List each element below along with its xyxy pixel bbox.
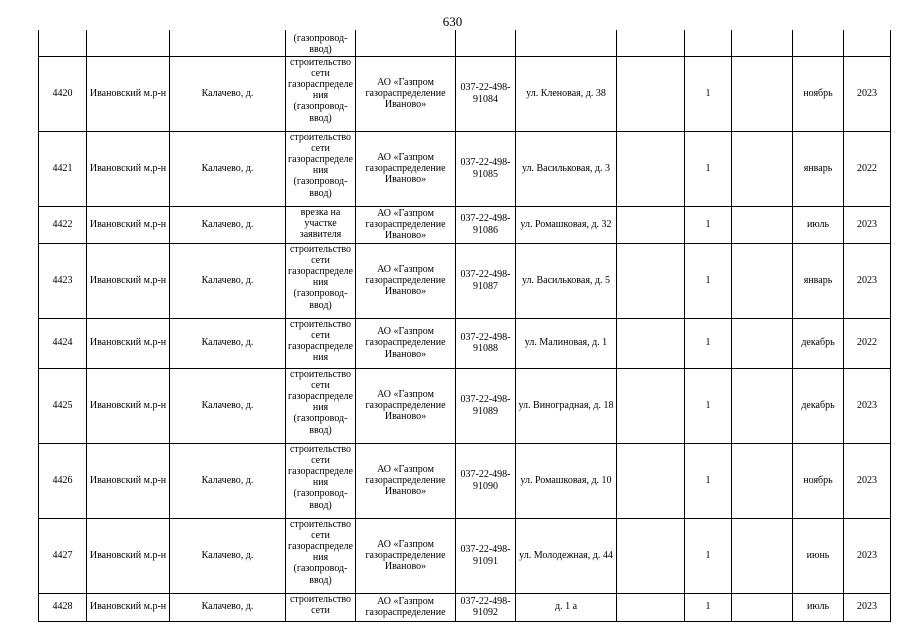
empty-cell — [617, 56, 685, 131]
org-cell: АО «Газпром газораспределение Иваново» — [356, 518, 456, 593]
num-cell: 4424 — [39, 318, 87, 368]
data-table — [38, 30, 891, 622]
year-cell: 2023 — [844, 56, 891, 131]
empty-cell — [732, 30, 793, 56]
district-cell: Ивановский м.р-н — [87, 318, 170, 368]
code-cell: 037-22-498-91090 — [456, 443, 516, 518]
year-cell: 2023 — [844, 243, 891, 318]
qty-cell: 1 — [685, 56, 732, 131]
empty-cell — [617, 443, 685, 518]
year-cell: 2023 — [844, 443, 891, 518]
address-cell — [516, 30, 617, 56]
settlement-cell: Калачево, д. — [170, 593, 286, 621]
month-cell: январь — [793, 243, 844, 318]
address-cell: ул. Ромашковая, д. 10 — [516, 443, 617, 518]
month-cell: январь — [793, 131, 844, 206]
month-cell: декабрь — [793, 368, 844, 443]
district-cell: Ивановский м.р-н — [87, 518, 170, 593]
page-number: 630 — [442, 14, 463, 29]
work-cell: врезка на участке заявителя — [286, 206, 356, 243]
num-cell: 4421 — [39, 131, 87, 206]
empty-cell — [617, 518, 685, 593]
code-cell: 037-22-498-91086 — [456, 206, 516, 243]
org-cell — [356, 30, 456, 56]
qty-cell: 1 — [685, 131, 732, 206]
district-cell — [87, 30, 170, 56]
num-cell: 4428 — [39, 593, 87, 621]
qty-cell: 1 — [685, 318, 732, 368]
code-cell: 037-22-498-91088 — [456, 318, 516, 368]
code-cell: 037-22-498-91087 — [456, 243, 516, 318]
table-row — [39, 368, 891, 443]
district-cell: Ивановский м.р-н — [87, 243, 170, 318]
num-cell: 4427 — [39, 518, 87, 593]
district-cell: Ивановский м.р-н — [87, 56, 170, 131]
org-cell: АО «Газпром газораспределение Иваново» — [356, 318, 456, 368]
num-cell: 4420 — [39, 56, 87, 131]
qty-cell — [685, 30, 732, 56]
empty-cell — [732, 318, 793, 368]
month-cell — [793, 30, 844, 56]
org-cell: АО «Газпром газораспределение Иваново» — [356, 368, 456, 443]
table-row — [39, 56, 891, 131]
month-cell: ноябрь — [793, 443, 844, 518]
address-cell: ул. Васильковая, д. 3 — [516, 131, 617, 206]
year-cell: 2022 — [844, 131, 891, 206]
month-cell: июнь — [793, 518, 844, 593]
qty-cell: 1 — [685, 243, 732, 318]
org-cell: АО «Газпром газораспределение Иваново» — [356, 443, 456, 518]
org-cell: АО «Газпром газораспределение Иваново» — [356, 206, 456, 243]
num-cell: 4426 — [39, 443, 87, 518]
year-cell: 2023 — [844, 368, 891, 443]
table-row — [39, 593, 891, 621]
empty-cell — [732, 518, 793, 593]
year-cell — [844, 30, 891, 56]
org-cell: АО «Газпром газораспределение — [356, 593, 456, 621]
year-cell: 2023 — [844, 593, 891, 621]
work-cell: строительство сети газораспределения (газопровод-ввод) — [286, 56, 356, 131]
address-cell: ул. Ромашковая, д. 32 — [516, 206, 617, 243]
empty-cell — [617, 131, 685, 206]
table-row — [39, 443, 891, 518]
year-cell: 2023 — [844, 518, 891, 593]
table-row — [39, 243, 891, 318]
address-cell: д. 1 а — [516, 593, 617, 621]
settlement-cell — [170, 30, 286, 56]
empty-cell — [732, 593, 793, 621]
empty-cell — [617, 593, 685, 621]
qty-cell: 1 — [685, 518, 732, 593]
work-cell: строительство сети газораспределения (газопровод-ввод) — [286, 368, 356, 443]
code-cell: 037-22-498-91085 — [456, 131, 516, 206]
empty-cell — [732, 131, 793, 206]
settlement-cell: Калачево, д. — [170, 206, 286, 243]
settlement-cell: Калачево, д. — [170, 443, 286, 518]
empty-cell — [617, 206, 685, 243]
empty-cell — [617, 318, 685, 368]
district-cell: Ивановский м.р-н — [87, 368, 170, 443]
table-row — [39, 518, 891, 593]
month-cell: июль — [793, 593, 844, 621]
settlement-cell: Калачево, д. — [170, 318, 286, 368]
work-cell: строительство сети газораспределения (газопровод-ввод) — [286, 131, 356, 206]
work-cell: строительство сети газораспределения (газопровод-ввод) — [286, 243, 356, 318]
code-cell: 037-22-498-91089 — [456, 368, 516, 443]
qty-cell: 1 — [685, 443, 732, 518]
settlement-cell: Калачево, д. — [170, 243, 286, 318]
settlement-cell: Калачево, д. — [170, 56, 286, 131]
qty-cell: 1 — [685, 368, 732, 443]
org-cell: АО «Газпром газораспределение Иваново» — [356, 131, 456, 206]
work-cell: строительство сети — [286, 593, 356, 621]
code-cell — [456, 30, 516, 56]
district-cell: Ивановский м.р-н — [87, 131, 170, 206]
empty-cell — [732, 368, 793, 443]
code-cell: 037-22-498-91092 — [456, 593, 516, 621]
table-row — [39, 131, 891, 206]
address-cell: ул. Кленовая, д. 38 — [516, 56, 617, 131]
qty-cell: 1 — [685, 206, 732, 243]
district-cell: Ивановский м.р-н — [87, 443, 170, 518]
year-cell: 2022 — [844, 318, 891, 368]
district-cell: Ивановский м.р-н — [87, 206, 170, 243]
num-cell: 4425 — [39, 368, 87, 443]
work-cell: строительство сети газораспределения (газопровод-ввод) — [286, 518, 356, 593]
month-cell: ноябрь — [793, 56, 844, 131]
code-cell: 037-22-498-91091 — [456, 518, 516, 593]
work-cell: (газопровод-ввод) — [286, 30, 356, 56]
empty-cell — [732, 443, 793, 518]
empty-cell — [732, 206, 793, 243]
empty-cell — [617, 30, 685, 56]
qty-cell: 1 — [685, 593, 732, 621]
table-row — [39, 318, 891, 368]
org-cell: АО «Газпром газораспределение Иваново» — [356, 243, 456, 318]
month-cell: июль — [793, 206, 844, 243]
settlement-cell: Калачево, д. — [170, 368, 286, 443]
work-cell: строительство сети газораспределения — [286, 318, 356, 368]
address-cell: ул. Виноградная, д. 18 — [516, 368, 617, 443]
org-cell: АО «Газпром газораспределение Иваново» — [356, 56, 456, 131]
empty-cell — [732, 56, 793, 131]
num-cell — [39, 30, 87, 56]
table-row — [39, 206, 891, 243]
code-cell: 037-22-498-91084 — [456, 56, 516, 131]
settlement-cell: Калачево, д. — [170, 131, 286, 206]
empty-cell — [617, 368, 685, 443]
work-cell: строительство сети газораспределения (газопровод-ввод) — [286, 443, 356, 518]
empty-cell — [617, 243, 685, 318]
district-cell: Ивановский м.р-н — [87, 593, 170, 621]
address-cell: ул. Малиновая, д. 1 — [516, 318, 617, 368]
address-cell: ул. Молодежная, д. 44 — [516, 518, 617, 593]
settlement-cell: Калачево, д. — [170, 518, 286, 593]
year-cell: 2023 — [844, 206, 891, 243]
num-cell: 4422 — [39, 206, 87, 243]
address-cell: ул. Васильковая, д. 5 — [516, 243, 617, 318]
month-cell: декабрь — [793, 318, 844, 368]
num-cell: 4423 — [39, 243, 87, 318]
table-row-continuation — [39, 30, 891, 56]
empty-cell — [732, 243, 793, 318]
